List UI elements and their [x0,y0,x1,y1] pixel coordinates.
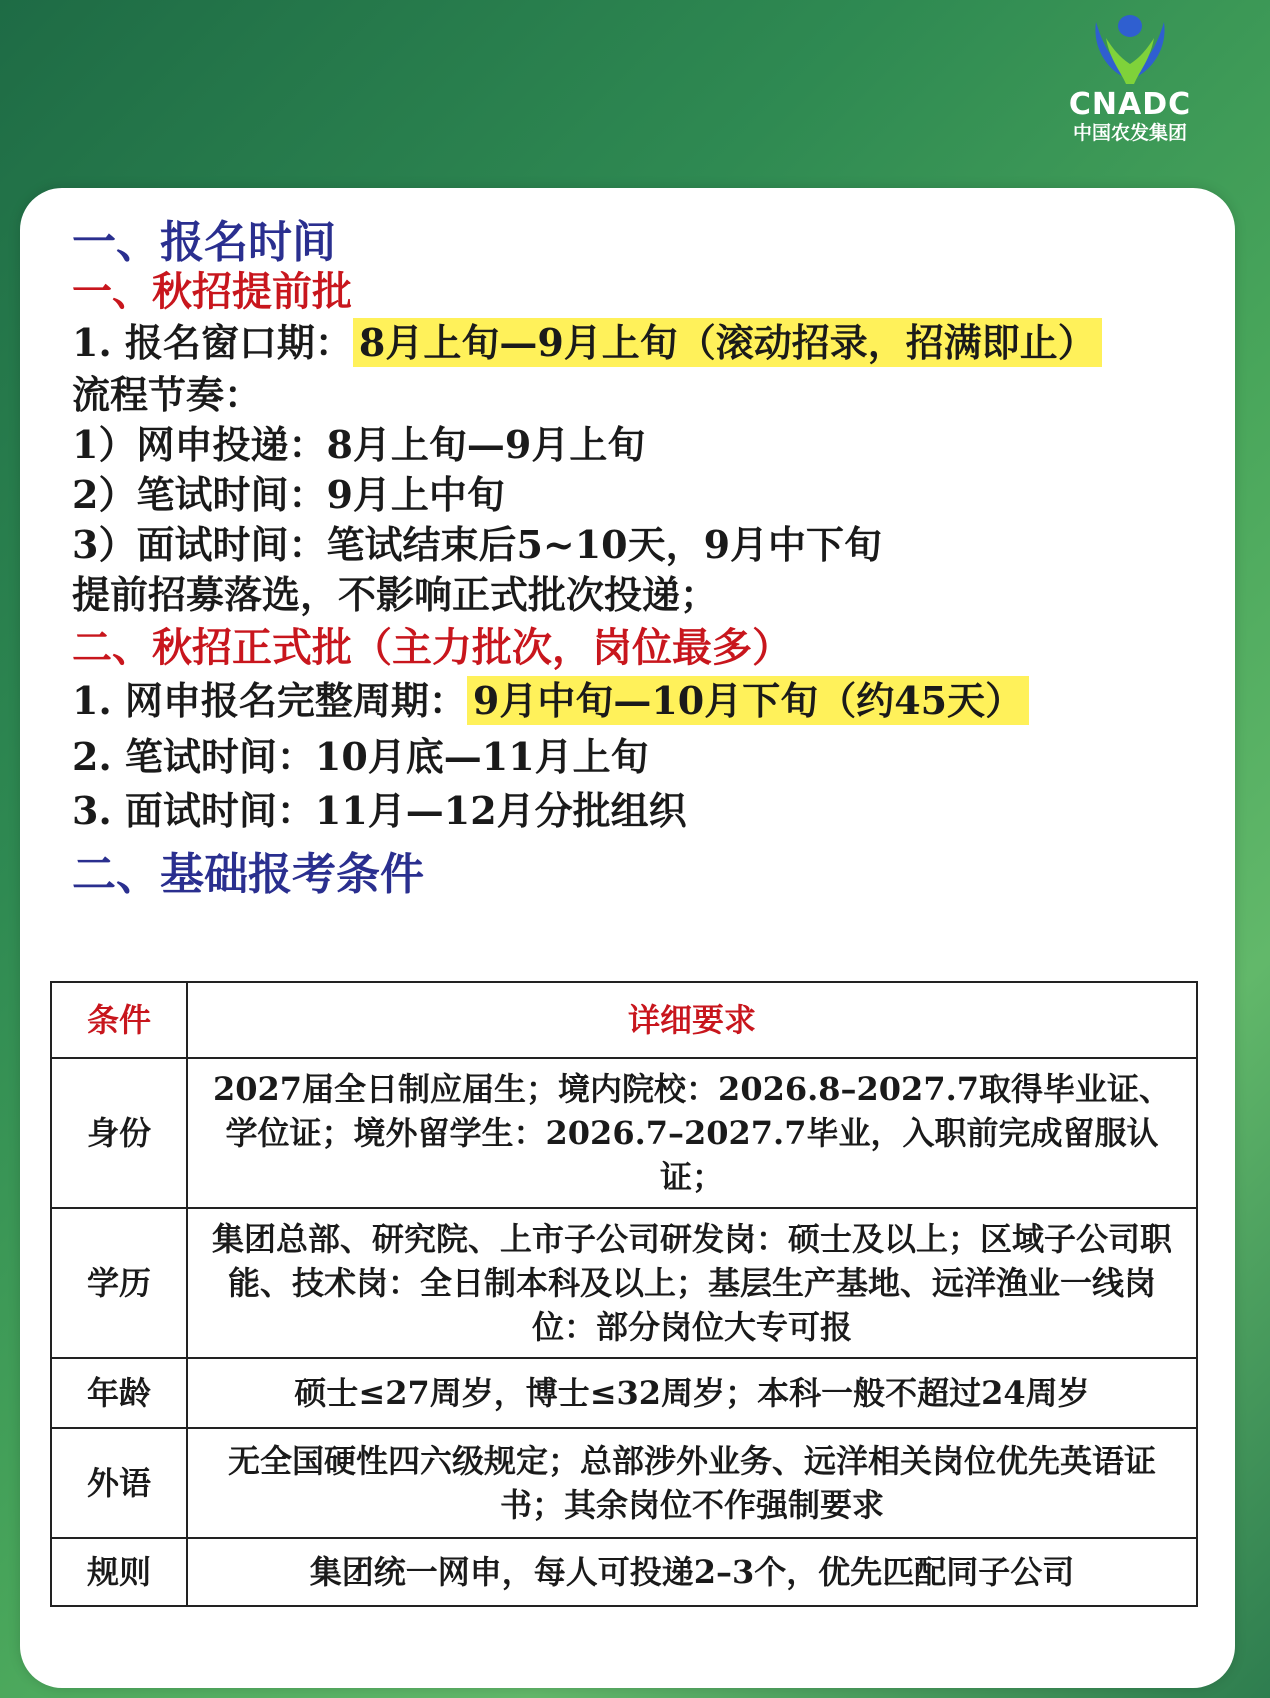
table-row [51,1358,1197,1428]
row-label: 学历 [51,1208,187,1358]
content-card [20,188,1235,1688]
row-label: 年龄 [51,1358,187,1428]
row-label: 身份 [51,1058,187,1208]
table-header-row [51,982,1197,1058]
row-label: 规则 [51,1538,187,1606]
early-window-highlight: 8月上旬—9月上旬（滚动招录，招满即止） [353,318,1102,367]
early-window-label: 1. 报名窗口期： [72,320,353,365]
row-detail: 集团总部、研究院、上市子公司研发岗：硕士及以上；区域子公司职能、技术岗：全日制本科及以上；基层生产基地、远洋渔业一线岗位：部分岗位大专可报 [187,1208,1197,1358]
row-detail: 2027届全日制应届生；境内院校：2026.8–2027.7取得毕业证、学位证；境外留学生：2026.7–2027.7毕业，入职前完成留服认证； [187,1058,1197,1208]
cnadc-logo [1060,14,1200,144]
process-step-3: 3）面试时间：笔试结束后5~10天，9月中下旬 [72,522,883,567]
header-requirements: 详细要求 [187,982,1197,1058]
row-detail: 无全国硬性四六级规定；总部涉外业务、远洋相关岗位优先英语证书；其余岗位不作强制要求 [187,1428,1197,1538]
section-title-conditions: 二、基础报考条件 [72,849,424,900]
header-condition: 条件 [51,982,187,1058]
table-row [51,1058,1197,1208]
formal-window-highlight: 9月中旬—10月下旬（约45天） [467,676,1029,725]
logo-text-en: CNADC [1068,87,1192,122]
formal-window-line [72,670,1029,725]
table-row [51,1208,1197,1358]
formal-window-label: 1. 网申报名完整周期： [72,678,467,723]
row-detail: 硕士≤27周岁，博士≤32周岁；本科一般不超过24周岁 [187,1358,1197,1428]
conditions-table [50,981,1198,1607]
formal-batch-title: 二、秋招正式批（主力批次，岗位最多） [72,624,792,671]
process-label: 流程节奏： [72,372,263,417]
process-step-1: 1）网申投递：8月上旬—9月上旬 [72,422,646,467]
table-row [51,1428,1197,1538]
row-label: 外语 [51,1428,187,1538]
table-row [51,1538,1197,1606]
section-title-registration-time: 一、报名时间 [72,217,336,268]
logo-text-cn: 中国农发集团 [1072,122,1187,144]
row-detail: 集团统一网申，每人可投递2–3个，优先匹配同子公司 [187,1538,1197,1606]
early-window-line [72,312,1102,367]
early-note: 提前招募落选，不影响正式批次投递； [72,572,719,617]
logo-icon [1088,14,1172,88]
early-batch-title: 一、秋招提前批 [72,268,352,315]
formal-interview: 3. 面试时间：11月—12月分批组织 [72,788,687,833]
formal-written-test: 2. 笔试时间：10月底—11月上旬 [72,734,649,779]
process-step-2: 2）笔试时间：9月上中旬 [72,472,505,517]
